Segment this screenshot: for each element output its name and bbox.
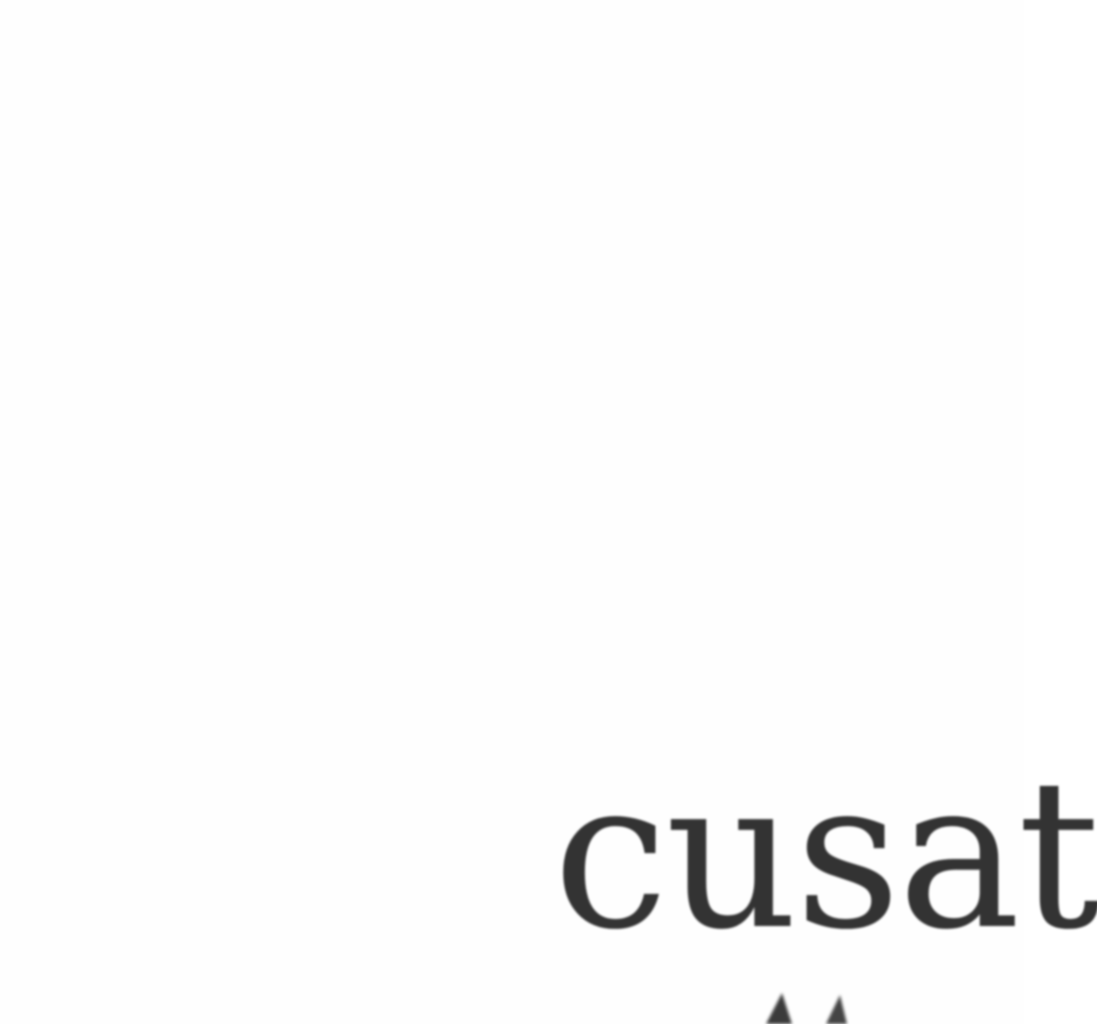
partial-next-line-glyphs <box>744 987 864 1024</box>
word-fragment: cusat <box>553 735 1097 975</box>
